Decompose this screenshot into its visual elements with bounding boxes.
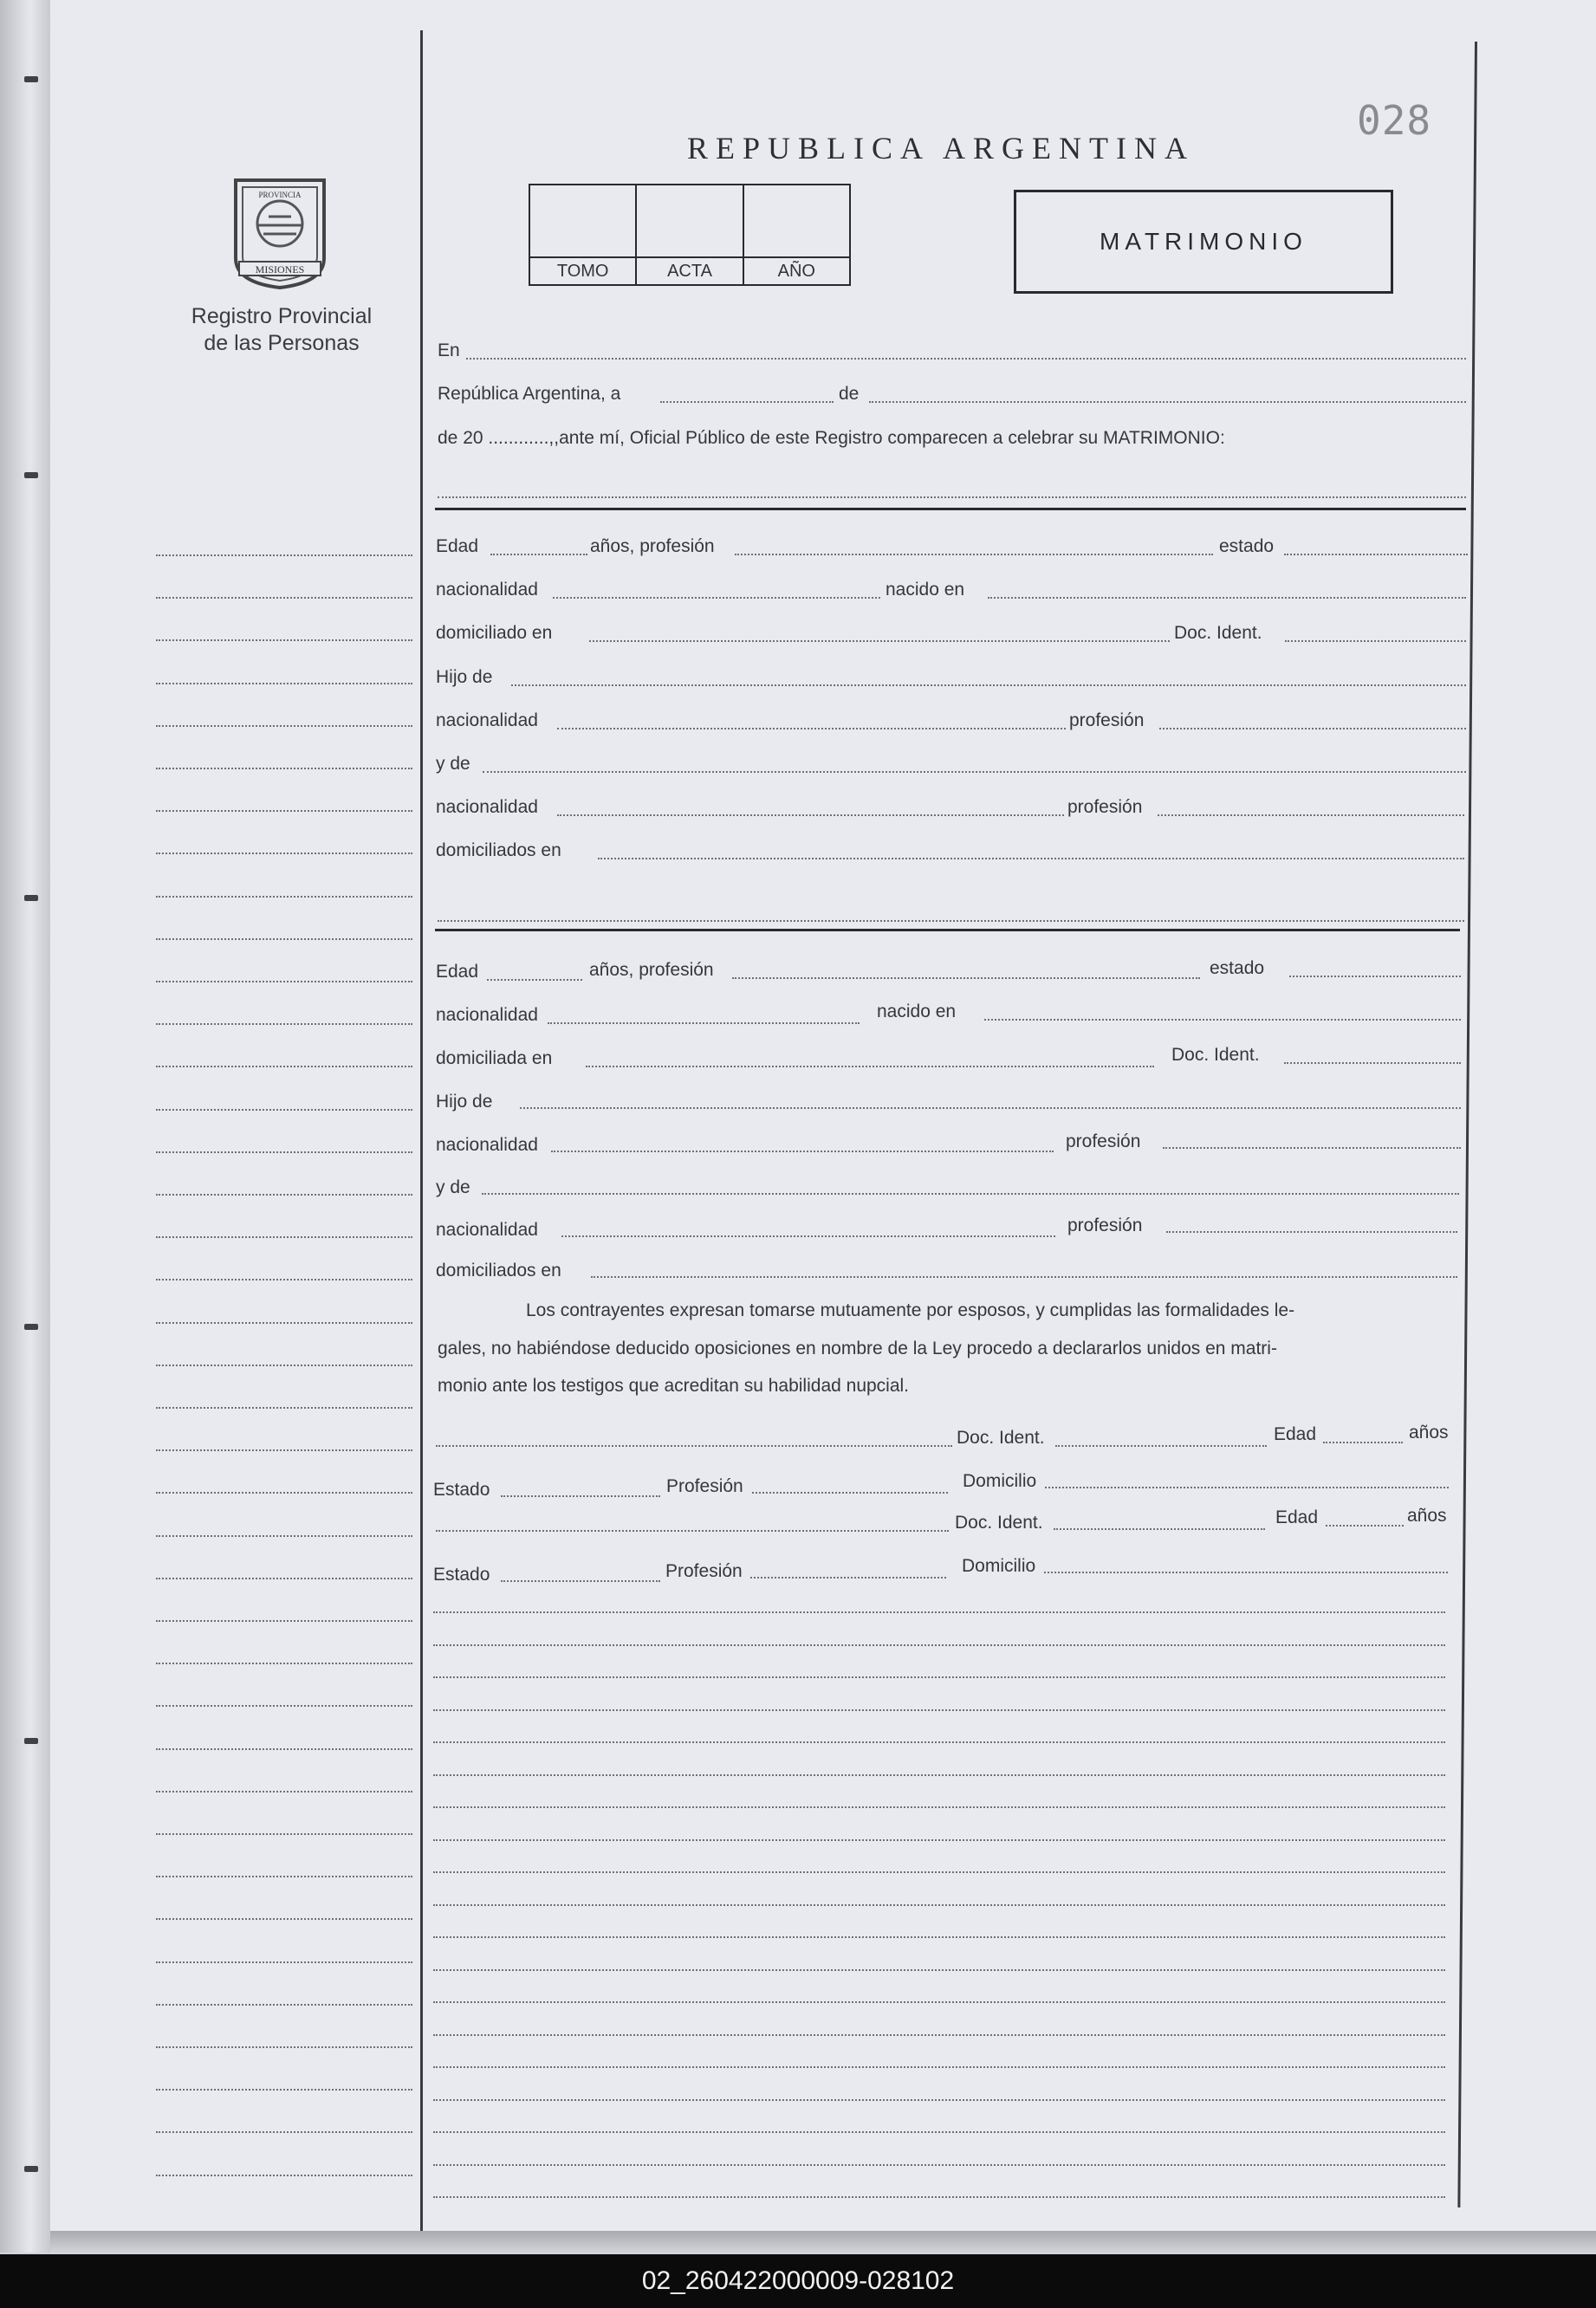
witness2-field-domicilio[interactable]	[1044, 1572, 1448, 1573]
witness1-label-profesion: Profesión	[666, 1476, 743, 1496]
margin-note-line[interactable]	[156, 1322, 412, 1324]
record-blank-line[interactable]	[433, 2001, 1445, 2003]
agency-line: Registro Provincial	[191, 304, 373, 328]
witness1-label-domicilio: Domicilio	[963, 1471, 1037, 1491]
margin-note-line[interactable]	[156, 1918, 412, 1920]
groom-field-domicilio[interactable]	[589, 640, 1170, 642]
record-blank-line[interactable]	[433, 1936, 1445, 1938]
witness2-field-estado[interactable]	[501, 1580, 660, 1582]
margin-note-line[interactable]	[156, 1791, 412, 1793]
margin-note-line[interactable]	[156, 1151, 412, 1153]
bride-label-y-de: y de	[436, 1177, 470, 1197]
label-en: En	[438, 340, 460, 360]
margin-note-line[interactable]	[156, 1023, 412, 1025]
bride-field-y-de[interactable]	[482, 1193, 1459, 1195]
binding-ring	[24, 1324, 38, 1330]
groom-label-profesion-padre: profesión	[1069, 710, 1145, 730]
field-place[interactable]	[466, 358, 1466, 360]
record-blank-line[interactable]	[433, 1741, 1445, 1743]
section-divider	[435, 508, 1466, 510]
groom-field-nacionalidad-padre[interactable]	[557, 728, 1066, 729]
label-de: de	[839, 384, 860, 404]
bride-field-doc-ident[interactable]	[1284, 1062, 1461, 1064]
page-bottom-edge	[50, 2231, 1596, 2254]
margin-note-line[interactable]	[156, 896, 412, 898]
bride-label-estado: estado	[1210, 958, 1265, 978]
declaration-line: monio ante los testigos que acreditan su habilidad nupcial.	[438, 1376, 910, 1396]
province-seal-icon	[227, 172, 333, 291]
groom-label-nacido-en: nacido en	[886, 580, 965, 600]
record-blank-line[interactable]	[433, 1839, 1445, 1841]
groom-label-nacionalidad: nacionalidad	[436, 580, 538, 600]
binding-ring	[24, 2166, 38, 2172]
record-blank-line[interactable]	[433, 1644, 1445, 1646]
margin-note-line[interactable]	[156, 725, 412, 727]
witness2-label-estado: Estado	[433, 1565, 490, 1585]
groom-field-domiciliados[interactable]	[598, 858, 1464, 859]
record-blank-line[interactable]	[433, 2034, 1445, 2036]
margin-note-line[interactable]	[156, 2131, 412, 2133]
declaration-line: gales, no habiéndose deducido oposiciones en nombre de la Ley procedo a declararlos unidos en matri-	[438, 1339, 1277, 1358]
record-blank-line[interactable]	[433, 2099, 1445, 2101]
record-blank-line[interactable]	[433, 2066, 1445, 2068]
record-label: AÑO	[744, 256, 849, 284]
bride-field-estado[interactable]	[1289, 976, 1461, 977]
margin-note-line[interactable]	[156, 1407, 412, 1409]
witness1-label-doc-ident: Doc. Ident.	[957, 1428, 1045, 1448]
page-number: 028	[1357, 97, 1432, 144]
groom-field-nacido-en[interactable]	[988, 597, 1466, 599]
record-label: ACTA	[637, 256, 742, 284]
margin-note-line[interactable]	[156, 1236, 412, 1238]
groom-label-profesion-madre: profesión	[1067, 797, 1143, 817]
margin-note-line[interactable]	[156, 1663, 412, 1664]
groom-label-domiciliado: domiciliado en	[436, 623, 553, 643]
groom-label-y-de: y de	[436, 754, 470, 774]
groom-field-blank[interactable]	[438, 920, 1464, 922]
margin-note-line[interactable]	[156, 853, 412, 854]
margin-note-line[interactable]	[156, 981, 412, 982]
witness1-field-estado[interactable]	[501, 1495, 660, 1497]
label-republica: República Argentina, a	[438, 384, 621, 404]
binding-ring	[24, 1738, 38, 1744]
field-day[interactable]	[660, 401, 834, 403]
bride-label-profesion-padre: profesión	[1066, 1131, 1141, 1151]
document-type-box: MATRIMONIO	[1014, 190, 1393, 294]
declaration-line: Los contrayentes expresan tomarse mutuamente por esposos, y cumplidas las formalidades le-	[526, 1300, 1295, 1320]
bride-label-domiciliada: domiciliada en	[436, 1048, 553, 1068]
bride-field-nacido-en[interactable]	[984, 1019, 1461, 1021]
record-blank-line[interactable]	[433, 1774, 1445, 1776]
bride-field-hijo-de[interactable]	[520, 1107, 1461, 1109]
margin-note-line[interactable]	[156, 639, 412, 641]
agency-name	[160, 303, 403, 357]
margin-note-line[interactable]	[156, 554, 412, 556]
witness2-label-edad: Edad	[1275, 1507, 1319, 1527]
bride-field-nacionalidad-padre[interactable]	[551, 1151, 1054, 1152]
record-label: TOMO	[530, 256, 635, 284]
bride-field-profesion-padre[interactable]	[1163, 1147, 1461, 1149]
record-blank-line[interactable]	[433, 1871, 1445, 1873]
record-blank-line[interactable]	[433, 1806, 1445, 1808]
margin-note-line[interactable]	[156, 683, 412, 684]
margin-note-line[interactable]	[156, 1194, 412, 1196]
section-divider	[435, 929, 1460, 931]
groom-field-hijo-de[interactable]	[511, 684, 1466, 686]
margin-note-line[interactable]	[156, 1961, 412, 1963]
bride-label-anos-profesion: años, profesión	[589, 960, 714, 980]
groom-field-doc-ident[interactable]	[1285, 640, 1466, 642]
witness1-label-anos: años	[1409, 1423, 1449, 1442]
witness1-field-edad[interactable]	[1323, 1442, 1403, 1443]
bride-label-doc-ident: Doc. Ident.	[1171, 1045, 1260, 1065]
binding-ring	[24, 895, 38, 901]
field-intro-blank[interactable]	[438, 496, 1466, 498]
margin-note-line[interactable]	[156, 1279, 412, 1280]
margin-note-line[interactable]	[156, 1365, 412, 1366]
country-title: REPUBLICA ARGENTINA	[687, 131, 1196, 165]
groom-label-anos-profesion: años, profesión	[590, 536, 715, 556]
margin-note-line[interactable]	[156, 1449, 412, 1451]
margin-note-line[interactable]	[156, 1066, 412, 1067]
margin-note-line[interactable]	[156, 1535, 412, 1537]
groom-label-doc-ident: Doc. Ident.	[1174, 623, 1262, 643]
record-blank-line[interactable]	[433, 2131, 1445, 2133]
witness2-field-profesion[interactable]	[750, 1577, 946, 1579]
bride-label-profesion-madre: profesión	[1067, 1216, 1143, 1235]
margin-note-line[interactable]	[156, 1109, 412, 1111]
witness2-field-name[interactable]	[436, 1530, 949, 1532]
bride-label-nacido-en: nacido en	[877, 1002, 957, 1021]
bride-field-domiciliados[interactable]	[591, 1276, 1457, 1278]
margin-note-line[interactable]	[156, 1876, 412, 1877]
bride-field-profesion[interactable]	[732, 977, 1200, 979]
record-blank-line[interactable]	[433, 1904, 1445, 1906]
record-blank-line[interactable]	[433, 2164, 1445, 2166]
groom-field-edad[interactable]	[490, 554, 587, 555]
agency-line: de las Personas	[204, 331, 360, 355]
record-box	[529, 184, 851, 286]
label-intro-line3: de 20 ............,,ante mí, Oficial Público de este Registro comparecen a celebrar su MATRIMONIO:	[438, 428, 1225, 448]
witness2-label-profesion: Profesión	[665, 1561, 743, 1581]
margin-note-line[interactable]	[156, 768, 412, 769]
margin-note-line[interactable]	[156, 1492, 412, 1494]
margin-note-line[interactable]	[156, 810, 412, 812]
margin-note-line[interactable]	[156, 2089, 412, 2091]
margin-note-line[interactable]	[156, 2046, 412, 2048]
bride-label-hijo-de: Hijo de	[436, 1092, 493, 1112]
groom-field-profesion-padre[interactable]	[1159, 728, 1466, 729]
groom-field-profesion-madre[interactable]	[1158, 814, 1464, 816]
groom-label-domiciliados: domiciliados en	[436, 840, 561, 860]
record-blank-line[interactable]	[433, 2196, 1445, 2198]
record-blank-line[interactable]	[433, 1676, 1445, 1678]
bride-field-nacionalidad[interactable]	[548, 1022, 860, 1024]
record-blank-line[interactable]	[433, 1969, 1445, 1971]
witness2-label-anos: años	[1407, 1506, 1447, 1526]
witness1-label-edad: Edad	[1274, 1424, 1317, 1444]
witness2-field-edad[interactable]	[1326, 1525, 1404, 1527]
witness2-field-doc-ident[interactable]	[1054, 1528, 1265, 1530]
record-cell-ano[interactable]	[744, 185, 849, 284]
witness2-label-doc-ident: Doc. Ident.	[955, 1513, 1043, 1533]
groom-label-nacionalidad-padre: nacionalidad	[436, 710, 538, 730]
witness1-field-domicilio[interactable]	[1045, 1487, 1449, 1488]
margin-note-line[interactable]	[156, 1748, 412, 1750]
margin-note-line[interactable]	[156, 1620, 412, 1622]
bride-label-edad: Edad	[436, 962, 479, 982]
bride-label-nacionalidad-madre: nacionalidad	[436, 1220, 538, 1240]
bride-field-edad[interactable]	[487, 979, 582, 981]
margin-note-line[interactable]	[156, 1705, 412, 1707]
seal-text-bottom: MISIONES	[255, 263, 305, 276]
witness1-field-doc-ident[interactable]	[1055, 1445, 1267, 1447]
binding-ring	[24, 472, 38, 478]
groom-field-nacionalidad-madre[interactable]	[557, 814, 1064, 816]
bride-field-profesion-madre[interactable]	[1166, 1231, 1457, 1233]
bride-label-nacionalidad-padre: nacionalidad	[436, 1135, 538, 1155]
book-binding	[0, 0, 50, 2253]
bride-label-domiciliados: domiciliados en	[436, 1261, 561, 1280]
field-month[interactable]	[869, 401, 1466, 403]
scan-filename-bar: 02_260422000009-028102	[0, 2254, 1596, 2308]
record-cell-tomo[interactable]	[530, 185, 637, 284]
witness1-field-name[interactable]	[436, 1445, 952, 1447]
margin-note-line[interactable]	[156, 597, 412, 599]
margin-note-line[interactable]	[156, 938, 412, 940]
margin-note-line[interactable]	[156, 1578, 412, 1579]
binding-ring	[24, 76, 38, 82]
bride-label-nacionalidad: nacionalidad	[436, 1005, 538, 1025]
record-cell-acta[interactable]	[637, 185, 743, 284]
margin-note-line[interactable]	[156, 2175, 412, 2176]
margin-note-line[interactable]	[156, 2004, 412, 2006]
groom-field-y-de[interactable]	[483, 771, 1466, 773]
seal-text-top: PROVINCIA	[258, 191, 302, 199]
bride-field-nacionalidad-madre[interactable]	[561, 1235, 1055, 1237]
groom-field-estado[interactable]	[1284, 554, 1468, 555]
groom-label-hijo-de: Hijo de	[436, 667, 493, 687]
margin-rule-left	[420, 30, 423, 2231]
bride-field-domicilio[interactable]	[586, 1066, 1154, 1067]
record-blank-line[interactable]	[433, 1611, 1445, 1613]
groom-field-profesion[interactable]	[735, 554, 1213, 555]
witness1-label-estado: Estado	[433, 1480, 490, 1500]
groom-label-edad: Edad	[436, 536, 479, 556]
groom-label-nacionalidad-madre: nacionalidad	[436, 797, 538, 817]
witness2-label-domicilio: Domicilio	[962, 1556, 1036, 1576]
margin-note-line[interactable]	[156, 1833, 412, 1835]
groom-label-estado: estado	[1219, 536, 1275, 556]
groom-field-nacionalidad[interactable]	[553, 597, 880, 599]
witness1-field-profesion[interactable]	[752, 1492, 948, 1494]
record-blank-line[interactable]	[433, 1709, 1445, 1711]
